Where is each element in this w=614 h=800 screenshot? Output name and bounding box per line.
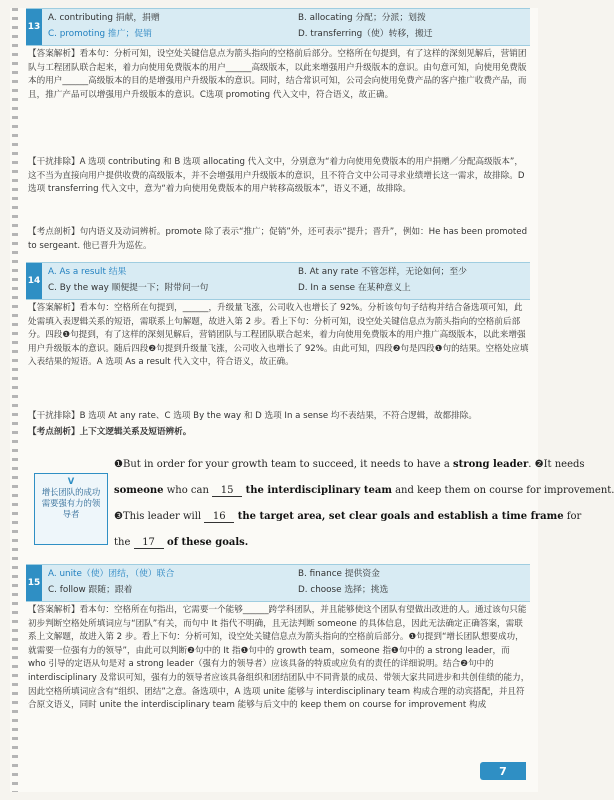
- text: the: [114, 537, 134, 548]
- sentence-line-2: [114, 485, 614, 497]
- point-analysis-13: 【考点剖析】句内语义及动词辨析。promote 除了表示“推广；促销”外，还可表示“提升；晋升”，例如：He has been promoted to sergeant. 他已晋升为巡佐。: [28, 227, 528, 251]
- option-b: B. At any rate 不管怎样，无论如何；至少: [298, 267, 467, 277]
- option-c: C. follow 跟随；跟着: [48, 585, 133, 595]
- sentence-line-1: [114, 459, 585, 470]
- sentence-figure: [28, 451, 614, 557]
- distractor-elimination-14: 【干扰排除】B 选项 At any rate、C 选项 By the way 和 D 选项 In a sense 均不表结果，不符合逻辑，故都排除。: [28, 411, 477, 421]
- distractor-elimination-13: 【干扰排除】A 选项 contributing 和 B 选项 allocating 代入文中，分别意为“着力向使用免费版本的用户捐赠／分配高级版本”，这不当为直接向用户提供收费的高级版本，并不会增强用户升级版本的意识，且不符合文中公司寻求业绩增长这一需求，故排除。D 选项 transferring 代入文中，意为“着力向使用免费版本的用户转移高级版本”，语义不通，故排除。: [28, 157, 525, 195]
- option-c: C. By the way 顺便提一下；附带问一句: [48, 283, 209, 293]
- option-c-correct: C. promoting 推广；促销: [48, 29, 152, 39]
- sentence-line-4: [114, 537, 248, 549]
- question-number: 13: [26, 9, 42, 45]
- text: for: [563, 511, 582, 522]
- page: [10, 8, 614, 792]
- answer-analysis-13: 【答案解析】看本句：分析可知，设空处关键信息点为箭头指向的空格前后部分。空格所在句提到，有了这样的深刻见解后，营销团队与工程团队联合起来，着力向使用免费版本的用户______高级版本，以此来增强用户升级版本的意识。由句意可知，向使用免费版本的用户______高级版本的目的是增强用户升级版本的意识。同时，结合常识可知，公司会向使用免费产品的客户推广收费产品，而且，推广产品可以增强用户升级版本的意识。C选项 promoting 代入文中，符合语义，故正确。: [28, 49, 527, 100]
- option-d: D. In a sense 在某种意义上: [298, 283, 411, 293]
- option-a: A. contributing 捐献，捐赠: [48, 13, 160, 23]
- question-number: 15: [26, 565, 42, 601]
- binding-rings: [12, 8, 18, 792]
- sentence-line-3: [114, 511, 581, 523]
- blank-15: 15: [212, 485, 242, 497]
- option-b: B. finance 提供资金: [298, 569, 380, 579]
- answer-analysis-15: 【答案解析】看本句：空格所在句指出，它需要一个能够______跨学科团队，并且能够使这个团队有望做出改进的人。通过该句只能初步判断空格处所填词应与“团队”有关，而句中 It 指代不明确，且无法判断 someone 的具体信息，因此无法确定正确答案，需联系上文解题，故进入第 2 步。看上下句：分析可知，设空处关键信息点为箭头指向的空格前后部分。❶句提到“增长团队想要成功，就需要一位强有力的领导”，由此可以判断❷句中的 It 指❶句中的 growth team，someone 指❶句中的 a strong leader，而 who 引导的定语从句是对 a strong leader（强有力的领导者）应该具备的特质或应负有的责任的详细说明。结合❷句中的 interdisciplinary 及常识可知，强有力的领导者应该具备组织和团结团队中不同背景的成员、带领大家共同进步和共创佳绩的能力，因此空格所填词应含有“组织、团结”之意。备选项中，A 选项 unite 能够与 interdisciplinary team 构成合理的动宾搭配，并且符合原文语义，同时 unite the interdisciplinary team 能够与后文中的 keep them on course for improvement 构成: [28, 605, 530, 711]
- question-14-options: [26, 262, 530, 300]
- key-phrase: of these goals.: [163, 537, 249, 548]
- text: ❶But in order for your growth team to succeed, it needs to have a: [114, 459, 454, 470]
- option-a-correct: A. As a result 结果: [48, 267, 127, 277]
- page-number: 7: [480, 762, 526, 780]
- question-number: 14: [26, 263, 42, 299]
- point-analysis-14: 【考点剖析】上下文逻辑关系及短语辨析。: [28, 427, 192, 437]
- key-phrase: the target area, set clear goals and establish a time frame: [234, 511, 564, 522]
- key-word: someone: [114, 485, 164, 496]
- key-phrase: strong leader: [453, 459, 529, 470]
- text: . ❷It needs: [528, 459, 585, 470]
- option-d: D. transferring（使）转移，搬迁: [298, 29, 433, 39]
- option-d: D. choose 选择；挑选: [298, 585, 389, 595]
- text: ❸This leader will: [114, 511, 205, 522]
- blank-16: 16: [204, 511, 234, 523]
- paragraph-summary: 增长团队的成功需要强有力的领导者: [41, 487, 101, 519]
- text: and keep them on course for improvement.: [391, 485, 614, 496]
- paragraph-summary-box: [34, 473, 108, 545]
- question-13-options: [26, 8, 530, 46]
- paragraph-label: V: [67, 476, 75, 486]
- blank-17: 17: [134, 537, 164, 549]
- question-15-options: [26, 564, 530, 602]
- option-b: B. allocating 分配；分派；划拨: [298, 13, 426, 23]
- answer-analysis-14: 【答案解析】看本句：空格所在句提到，______，升级量飞涨，公司收入也增长了 92%。分析该句句子结构并结合备选项可知，此处需填入表逻辑关系的短语，需联系上句解题，故进入第 2 步。看上下句：分析可知，设空处关键信息点为箭头指向的空格前后部分。四段❶句提到，有了这样的深刻见解后，营销团队与工程团队联合起来，着力向使用免费版本的用户推广高级版本，以此来增强用户升级版本的意识。随后四段❷句提到升级量飞涨，公司收入也增长了 92%。由此可知，四段❷句是四段❶句的结果。空格处应填入表结果的短语。A 选项 As a result 代入文中，符合语义，故正确。: [28, 303, 529, 368]
- text: who can: [163, 485, 213, 496]
- option-a-correct: A. unite（使）团结，（使）联合: [48, 569, 175, 579]
- key-phrase: the interdisciplinary team: [242, 485, 392, 496]
